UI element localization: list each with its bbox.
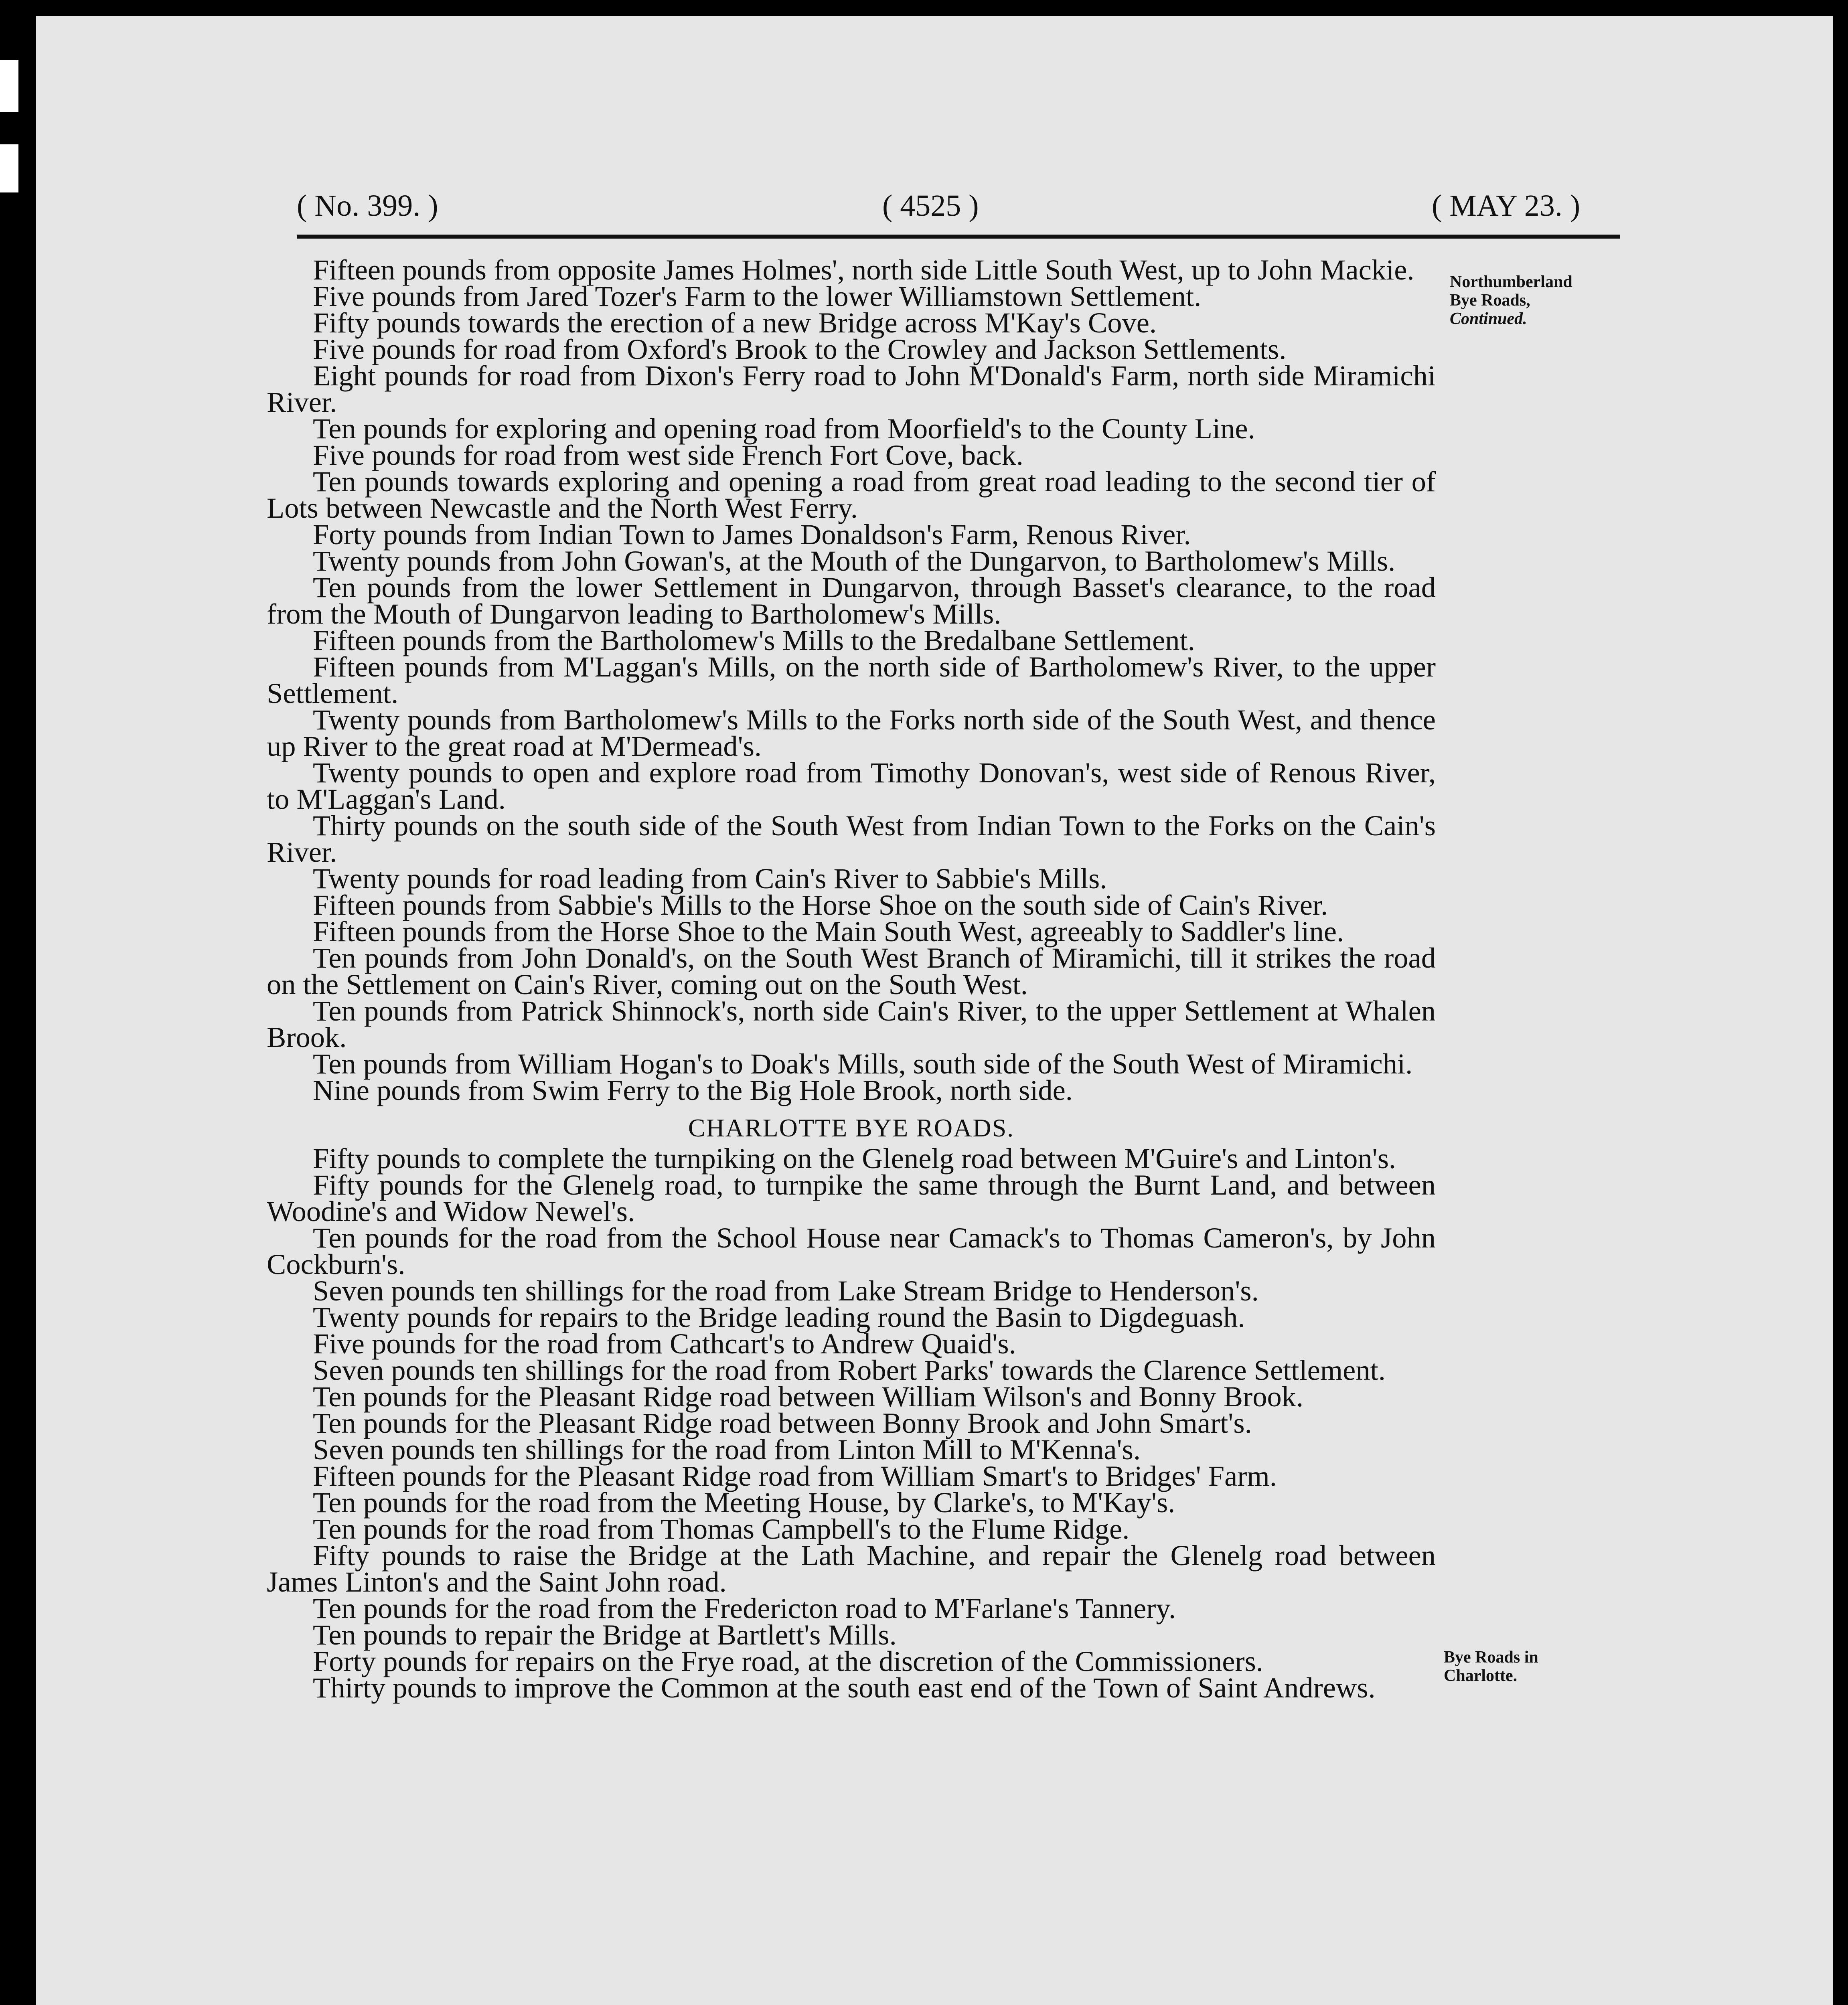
charlotte-items	[267, 1142, 1436, 1704]
appropriation-item: Ten pounds from Patrick Shinnock's, north side Cain's River, to the upper Settlement at Whalen Brook.	[267, 994, 1436, 1053]
appropriation-item: Ten pounds for the road from the School House near Camack's to Thomas Cameron's, by John Cockburn's.	[267, 1221, 1436, 1280]
appropriation-item: Seven pounds ten shillings for the road from Robert Parks' towards the Clarence Settlement.	[313, 1354, 1386, 1386]
appropriation-item: Fifteen pounds from opposite James Holmes', north side Little South West, up to John Mackie.	[313, 253, 1414, 286]
appropriation-item: Ten pounds for exploring and opening road from Moorfield's to the County Line.	[313, 412, 1255, 445]
appropriation-item: Twenty pounds for repairs to the Bridge leading round the Basin to Digdeguash.	[313, 1301, 1245, 1333]
section-heading: CHARLOTTE BYE ROADS.	[688, 1114, 1015, 1142]
appropriation-item: Ten pounds for the road from the Fredericton road to M'Farlane's Tannery.	[313, 1592, 1176, 1624]
appropriation-item: Ten pounds for the road from Thomas Campbell's to the Flume Ridge.	[313, 1513, 1130, 1545]
appropriation-item: Eight pounds for road from Dixon's Ferry road to John M'Donald's Farm, north side Miramichi River.	[267, 359, 1436, 418]
appropriation-item: Ten pounds towards exploring and opening a road from great road leading to the second tier of Lots between Newcastle and the North West Ferry.	[267, 465, 1436, 524]
appropriation-item: Fifteen pounds for the Pleasant Ridge road from William Smart's to Bridges' Farm.	[313, 1460, 1277, 1492]
appropriation-item: Ten pounds for the Pleasant Ridge road between William Wilson's and Bonny Brook.	[313, 1380, 1304, 1413]
appropriation-item: Fifteen pounds from M'Laggan's Mills, on the north side of Bartholomew's River, to the upper Settlement.	[267, 650, 1436, 709]
appropriation-item: Twenty pounds to open and explore road from Timothy Donovan's, west side of Renous River, to M'Laggan's Land.	[267, 756, 1436, 815]
appropriation-item: Ten pounds from William Hogan's to Doak's Mills, south side of the South West of Miramichi.	[313, 1047, 1413, 1080]
appropriation-item: Thirty pounds on the south side of the South West from Indian Town to the Forks on the Cain's River.	[267, 809, 1436, 868]
act-number: ( No. 399. )	[297, 189, 438, 223]
appropriation-item: Fifty pounds to raise the Bridge at the Lath Machine, and repair the Glenelg road between James Linton's and the Saint John road.	[267, 1539, 1436, 1598]
appropriation-item: Fifteen pounds from the Horse Shoe to the Main South West, agreeably to Saddler's line.	[313, 915, 1344, 948]
appropriation-item: Five pounds from Jared Tozer's Farm to the lower Williamstown Settlement.	[313, 280, 1202, 312]
appropriation-item: Thirty pounds to improve the Common at the south east end of the Town of Saint Andrews.	[313, 1671, 1376, 1704]
appropriation-item: Five pounds for the road from Cathcart's to Andrew Quaid's.	[313, 1327, 1016, 1360]
appropriation-item: Five pounds for road from west side French Fort Cove, back.	[313, 439, 1023, 471]
appropriation-item: Fifteen pounds from the Bartholomew's Mills to the Bredalbane Settlement.	[313, 624, 1195, 656]
appropriation-item: Ten pounds to repair the Bridge at Bartlett's Mills.	[313, 1618, 897, 1651]
document-page	[36, 16, 1833, 2005]
appropriation-item: Twenty pounds from John Gowan's, at the Mouth of the Dungarvon, to Bartholomew's Mills.	[313, 545, 1396, 577]
header-rule	[297, 235, 1620, 239]
appropriation-item: Ten pounds from the lower Settlement in Dungarvon, through Basset's clearance, to the road from the Mouth of Dungarvon leading to Bartholomew's Mills.	[267, 571, 1436, 630]
running-header	[297, 188, 1632, 237]
header-date: ( MAY 23. )	[1432, 189, 1581, 223]
appropriation-item: Forty pounds from Indian Town to James Donaldson's Farm, Renous River.	[313, 518, 1191, 551]
appropriation-item: Seven pounds ten shillings for the road from Linton Mill to M'Kenna's.	[313, 1433, 1141, 1466]
appropriation-item: Fifteen pounds from Sabbie's Mills to the Horse Shoe on the south side of Cain's River.	[313, 889, 1328, 921]
appropriation-item: Seven pounds ten shillings for the road from Lake Stream Bridge to Henderson's.	[313, 1274, 1259, 1307]
appropriation-item: Fifty pounds to complete the turnpiking on the Glenelg road between M'Guire's and Linton's.	[313, 1142, 1396, 1175]
northumberland-items	[267, 253, 1436, 1106]
appropriation-item: Forty pounds for repairs on the Frye road, at the discretion of the Commissioners.	[313, 1645, 1263, 1677]
appropriation-item: Ten pounds for the Pleasant Ridge road between Bonny Brook and John Smart's.	[313, 1407, 1252, 1439]
scan-edge-tab	[0, 144, 18, 192]
appropriation-item: Twenty pounds from Bartholomew's Mills to the Forks north side of the South West, and thence up River to the great road at M'Dermead's.	[267, 703, 1436, 762]
appropriation-item: Ten pounds from John Donald's, on the South West Branch of Miramichi, till it strikes the road on the Settlement on Cain's River, coming out on the South West.	[267, 942, 1436, 1000]
page-number: ( 4525 )	[882, 189, 979, 223]
margin-note-charlotte: Bye Roads in Charlotte.	[1444, 1648, 1538, 1685]
scan-edge-tab	[0, 60, 18, 112]
appropriation-item: Nine pounds from Swim Ferry to the Big Hole Brook, north side.	[313, 1074, 1073, 1106]
appropriation-item: Fifty pounds towards the erection of a new Bridge across M'Kay's Cove.	[313, 306, 1157, 339]
appropriation-item: Twenty pounds for road leading from Cain's River to Sabbie's Mills.	[313, 862, 1107, 895]
appropriation-item: Fifty pounds for the Glenelg road, to turnpike the same through the Burnt Land, and between Woodine's and Widow Newel's.	[267, 1169, 1436, 1227]
appropriation-item: Five pounds for road from Oxford's Brook to the Crowley and Jackson Settlements.	[313, 333, 1287, 365]
appropriation-item: Ten pounds for the road from the Meeting House, by Clarke's, to M'Kay's.	[313, 1486, 1175, 1519]
margin-note-northumberland: Northumberland Bye Roads, Continued.	[1450, 273, 1572, 328]
document-body	[267, 253, 1436, 1704]
